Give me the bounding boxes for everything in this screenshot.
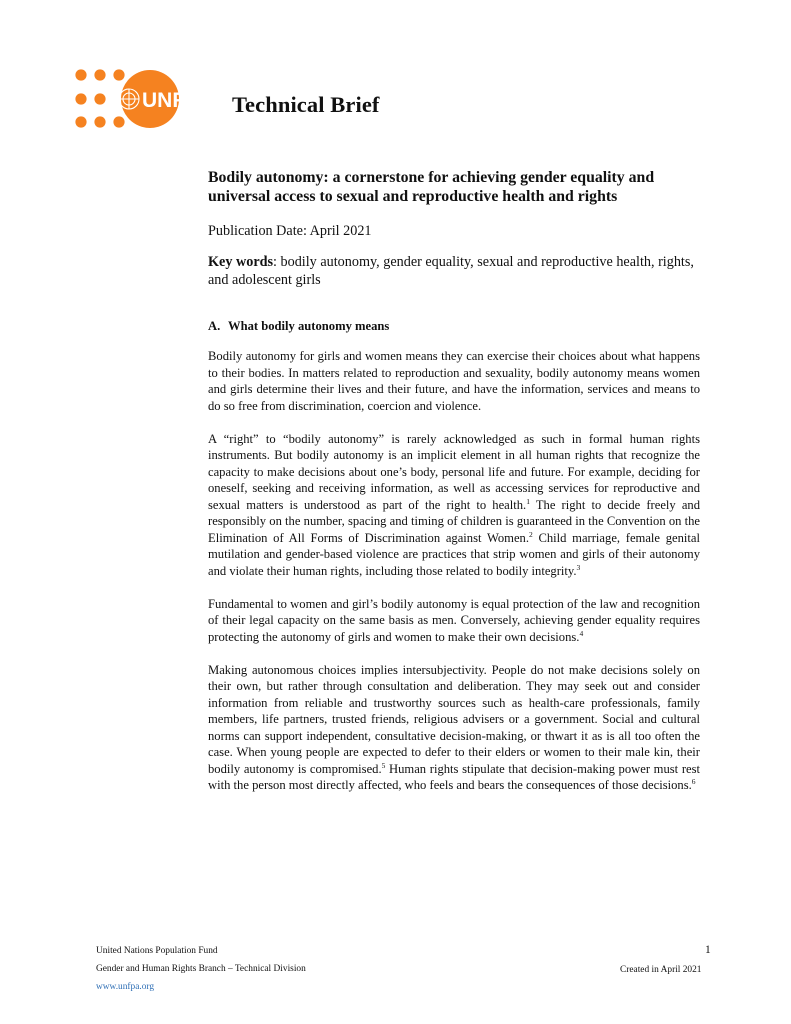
page-number: 1	[705, 944, 711, 956]
paragraph-2-text-c: Child marriage, female genital mutilation and gender-based violence are practices that strip women and girls of their autonomy and violate their human rights, including those related to bodily integrity.	[208, 530, 700, 578]
document-title: Bodily autonomy: a cornerstone for achieving gender equality and universal access to sexual and reproductive health and rights	[208, 169, 655, 205]
footnote-ref-3[interactable]: 3	[576, 562, 581, 572]
section-letter: A.	[208, 319, 221, 333]
created-date: Created in April 2021	[620, 965, 702, 975]
unfpa-logo	[74, 68, 214, 130]
footnote-ref-6[interactable]: 6	[691, 776, 696, 786]
keywords-text: : bodily autonomy, gender equality, sexual and reproductive health, rights, and adolescent girls	[208, 254, 694, 288]
un-emblem-icon	[119, 89, 139, 109]
publication-date: Publication Date: April 2021	[208, 223, 372, 239]
footnote-ref-2[interactable]: 2	[529, 529, 533, 539]
footnote-ref-5[interactable]: 5	[381, 760, 386, 770]
paragraph-4-text-a: Making autonomous choices implies intersubjectivity. People do not make decisions solely on their own, but rather through consultation and deliberation. They may seek out and consider information from reliable and trustworthy sources such as health-care professionals, family members, life partners, trusted friends, religious advisers or a government. Social and cultural norms can support independent, consultative decision-making, or thwart it as is all too often the case. When young people are expected to defer to their elders or women to their male kin, their bodily autonomy is compromised.	[208, 662, 700, 776]
paragraph-3	[208, 596, 700, 646]
unfpa-logo-icon	[74, 68, 214, 130]
footer-left	[96, 942, 306, 996]
logo-wordmark: UNFPA	[142, 89, 213, 112]
paragraph-3-text: Fundamental to women and girl’s bodily autonomy is equal protection of the law and recognition of their legal capacity on the same basis as men. Conversely, achieving gender equality requires protecting the autonomy of girls and women to make their own decisions.	[208, 596, 700, 644]
footer-website-link[interactable]: www.unfpa.org	[96, 982, 155, 992]
paragraph-4-text-b: Human rights stipulate that decision-making power must rest with the person most directly affected, who feels and bears the consequences of those decisions.	[208, 761, 700, 792]
paragraph-2-text-a: A “right” to “bodily autonomy” is rarely acknowledged as such in formal human rights instruments. But bodily autonomy is an implicit element in all human rights that recognize the capacity to make decisions about one’s body, personal life and future. For example, deciding for oneself, seeking and receiving information, as well as accessing services for reproductive and sexual matters is understood as part of the right to health.	[208, 431, 700, 512]
keywords-label: Key words	[208, 254, 274, 270]
paragraph-1: Bodily autonomy for girls and women means they can exercise their choices about what happens to their bodies. In matters related to reproduction and sexuality, bodily autonomy means women and girls determine their lives and their future, and have the information, services and means to do so free from discrimination, coercion and violence.	[208, 349, 700, 413]
footnote-ref-4[interactable]: 4	[579, 628, 584, 638]
paragraph-2	[208, 431, 700, 580]
keywords-line	[208, 254, 700, 289]
section-title: What bodily autonomy means	[228, 319, 390, 333]
footer-division: Gender and Human Rights Branch – Technical Division	[96, 964, 306, 974]
paragraph-4	[208, 662, 700, 794]
document-type-heading: Technical Brief	[232, 92, 380, 117]
logo-dots	[75, 69, 124, 127]
footer-organization: United Nations Population Fund	[96, 946, 218, 956]
footnote-ref-1[interactable]: 1	[526, 496, 530, 506]
brief-content	[208, 168, 700, 810]
paragraph-2-text-b: The right to decide freely and responsibly on the number, spacing and timing of children is guaranteed in the Convention on the Elimination of All Forms of Discrimination against Women.	[208, 497, 701, 545]
section-a-heading	[208, 319, 700, 334]
